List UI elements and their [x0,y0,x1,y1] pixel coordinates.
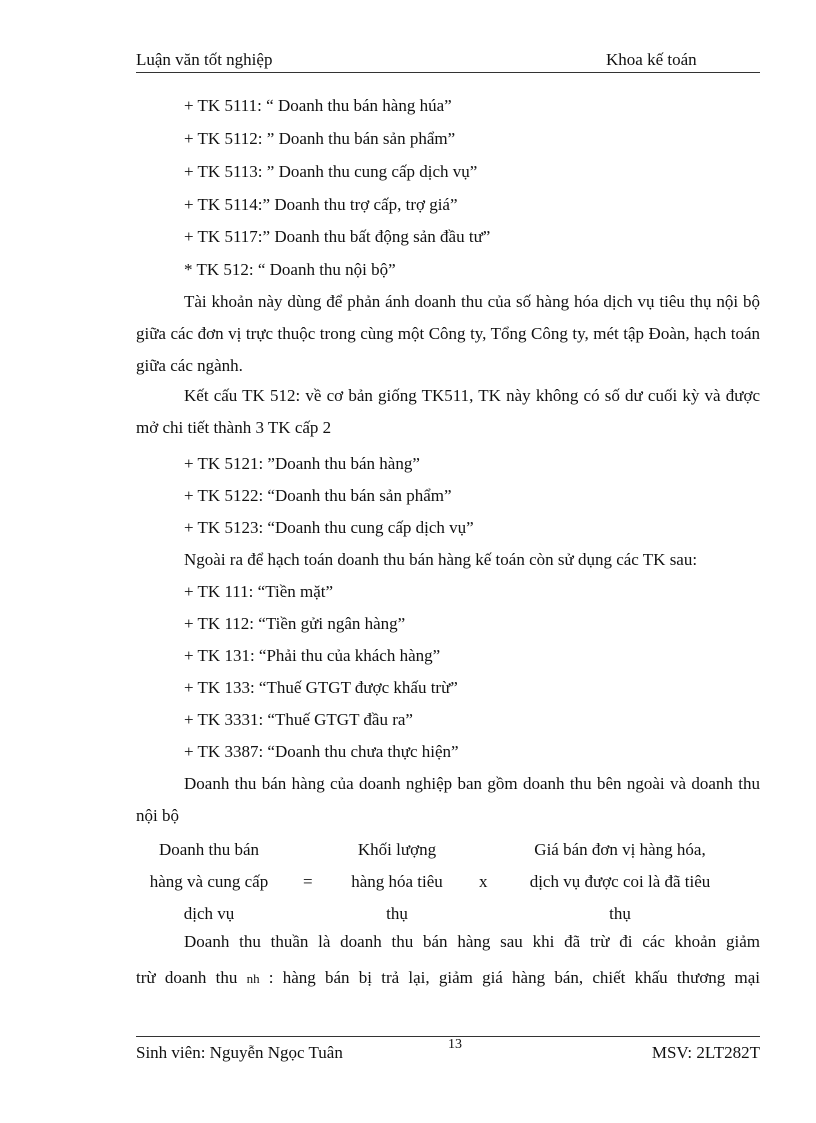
list-item: + TK 133: “Thuế GTGT được khấu trừ” [184,678,458,697]
paragraph-line: Ngoài ra để hạch toán doanh thu bán hàng kế toán còn sử dụng các TK sau: [184,550,698,569]
page-footer [136,1036,760,1067]
paragraph: Kết cấu TK 512: về cơ bản giống TK511, TK này không có số dư cuối kỳ và được mở chi tiết thành 3 TK cấp 2 [136,386,760,437]
header-thesis-title: Luận văn tốt nghiệp [136,50,273,69]
formula-equals: = [303,872,313,891]
paragraph-line: trừ doanh thu nh : hàng bán bị trả lại, giảm giá hàng bán, chiết khấu thương mại [136,968,761,987]
page-header [136,48,760,73]
paragraph-line: Doanh thu thuần là doanh thu bán hàng sau khi đã trừ đi các khoản giảm [184,932,760,951]
list-item: + TK 111: “Tiền mặt” [184,582,334,601]
list-item: + TK 3387: “Doanh thu chưa thực hiện” [184,742,459,761]
list-item: + TK 5117:” Doanh thu bất động sản đầu tư” [184,227,491,246]
formula-left-term: Doanh thu bán hàng và cung cấp dịch vụ [149,840,269,923]
footer-student: Sinh viên: Nguyễn Ngọc Tuân [136,1043,343,1062]
formula-right-term: Giá bán đơn vị hàng hóa, dịch vụ được coi là đã tiêu thụ [529,840,711,923]
list-item: + TK 3331: “Thuế GTGT đầu ra” [184,710,413,729]
list-item: + TK 5111: “ Doanh thu bán hàng húa” [184,96,452,115]
formula-times: x [479,872,488,891]
list-item: + TK 5112: ” Doanh thu bán sản phẩm” [184,129,456,148]
list-item: + TK 5114:” Doanh thu trợ cấp, trợ giá” [184,195,458,214]
footer-student-id: MSV: 2LT282T [651,1043,760,1062]
list-item: + TK 5121: ”Doanh thu bán hàng” [184,454,420,473]
formula-middle-term: Khối lượng hàng hóa tiêu thụ [351,840,443,923]
list-item: + TK 131: “Phải thu của khách hàng” [184,646,441,665]
list-item: + TK 5113: ” Doanh thu cung cấp dịch vụ” [184,162,478,181]
paragraph: Doanh thu bán hàng của doanh nghiệp ban gồm doanh thu bên ngoài và doanh thu nội bộ [136,774,760,825]
list-item: + TK 5122: “Doanh thu bán sản phẩm” [184,486,452,505]
header-faculty: Khoa kế toán [606,50,697,69]
revenue-formula [136,834,760,930]
page-number: 13 [448,1037,462,1052]
list-item: + TK 112: “Tiền gửi ngân hàng” [184,614,406,633]
paragraph: Tài khoản này dùng để phản ánh doanh thu của số hàng hóa dịch vụ tiêu thụ nội bộ giữa các đơn vị trực thuộc trong cùng một Công ty, Tổng Công ty, mét tập Đoàn, hạch toán giữa các ngành. [136,292,760,375]
list-item: + TK 5123: “Doanh thu cung cấp dịch vụ” [184,518,474,537]
list-item: * TK 512: “ Doanh thu nội bộ” [184,260,396,279]
